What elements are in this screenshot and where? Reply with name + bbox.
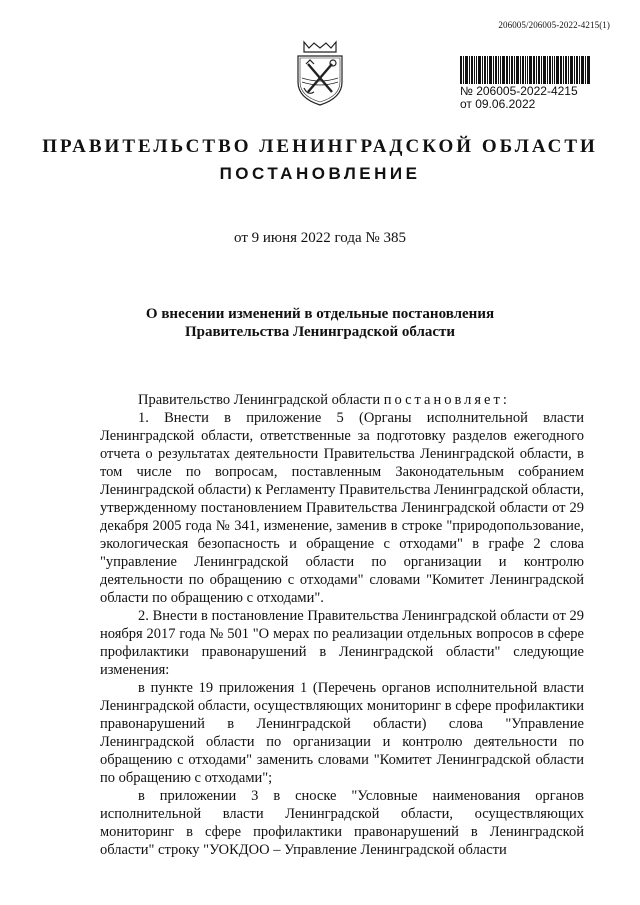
document-subject [0, 305, 640, 341]
paragraph-1: 1. Внести в приложение 5 (Органы исполнительной власти Ленинградской области, ответственные за подготовку разделов ежегодного отчета о результатах деятельности Правительства Ленинградской области, в том числе по вопросам, поставленным Законодательным собранием Ленинградской области) к Регламенту Правительства Ленинградской области, утвержденному постановлением Правительства Ленинградской области от 29 декабря 2005 года № 341, изменение, заменив в строке "природопользование, экологическая безопасность и обращение с отходами" в графе 2 слова "управление Ленинградской области по организации и контролю деятельности по обращению с отходами" словами "Комитет Ленинградской области по обращению с отходами". [100, 410, 584, 606]
subject-line-2: Правительства Ленинградской области [184, 324, 456, 340]
paragraph-3: в пункте 19 приложения 1 (Перечень органов исполнительной власти Ленинградской области, осуществляющих мониторинг в сфере профилактики правонарушений в Ленинградской области) слова "Управление Ленинградской области по организации и контролю деятельности по обращению с отходами" заменить словами "Комитет Ленинградской области по обращению с отходами"; [100, 680, 584, 786]
document-date-number: от 9 июня 2022 года № 385 [234, 230, 406, 246]
registration-date: от 09.06.2022 [460, 97, 536, 111]
registration-number: № 206005-2022-4215 [460, 84, 578, 98]
document-id: 206005/206005-2022-4215(1) [498, 20, 610, 30]
decree-word: постановляет: [383, 392, 510, 408]
paragraph-2: 2. Внести в постановление Правительства Ленинградской области от 29 ноября 2017 года № 501 "О мерах по реализации отдельных вопросов в сфере профилактики правонарушений в Ленинградской области" следующие изменения: [100, 608, 584, 678]
barcode [460, 56, 590, 84]
subject-line-1: О внесении изменений в отдельные постановления [145, 306, 495, 322]
document-body [100, 391, 584, 859]
government-title: ПРАВИТЕЛЬСТВО ЛЕНИНГРАДСКОЙ ОБЛАСТИ [42, 136, 598, 157]
document-type: ПОСТАНОВЛЕНИЕ [219, 164, 421, 183]
paragraph-4: в приложении 3 в сноске "Условные наименования органов исполнительной власти Ленинградской области, осуществляющих мониторинг в сфере профилактики правонарушений в Ленинградской области" строку "УОКДОО – Управление Ленинградской области [100, 788, 584, 858]
intro-paragraph [100, 391, 584, 409]
coat-of-arms-emblem [290, 38, 350, 108]
intro-prefix: Правительство Ленинградской области [138, 392, 384, 408]
